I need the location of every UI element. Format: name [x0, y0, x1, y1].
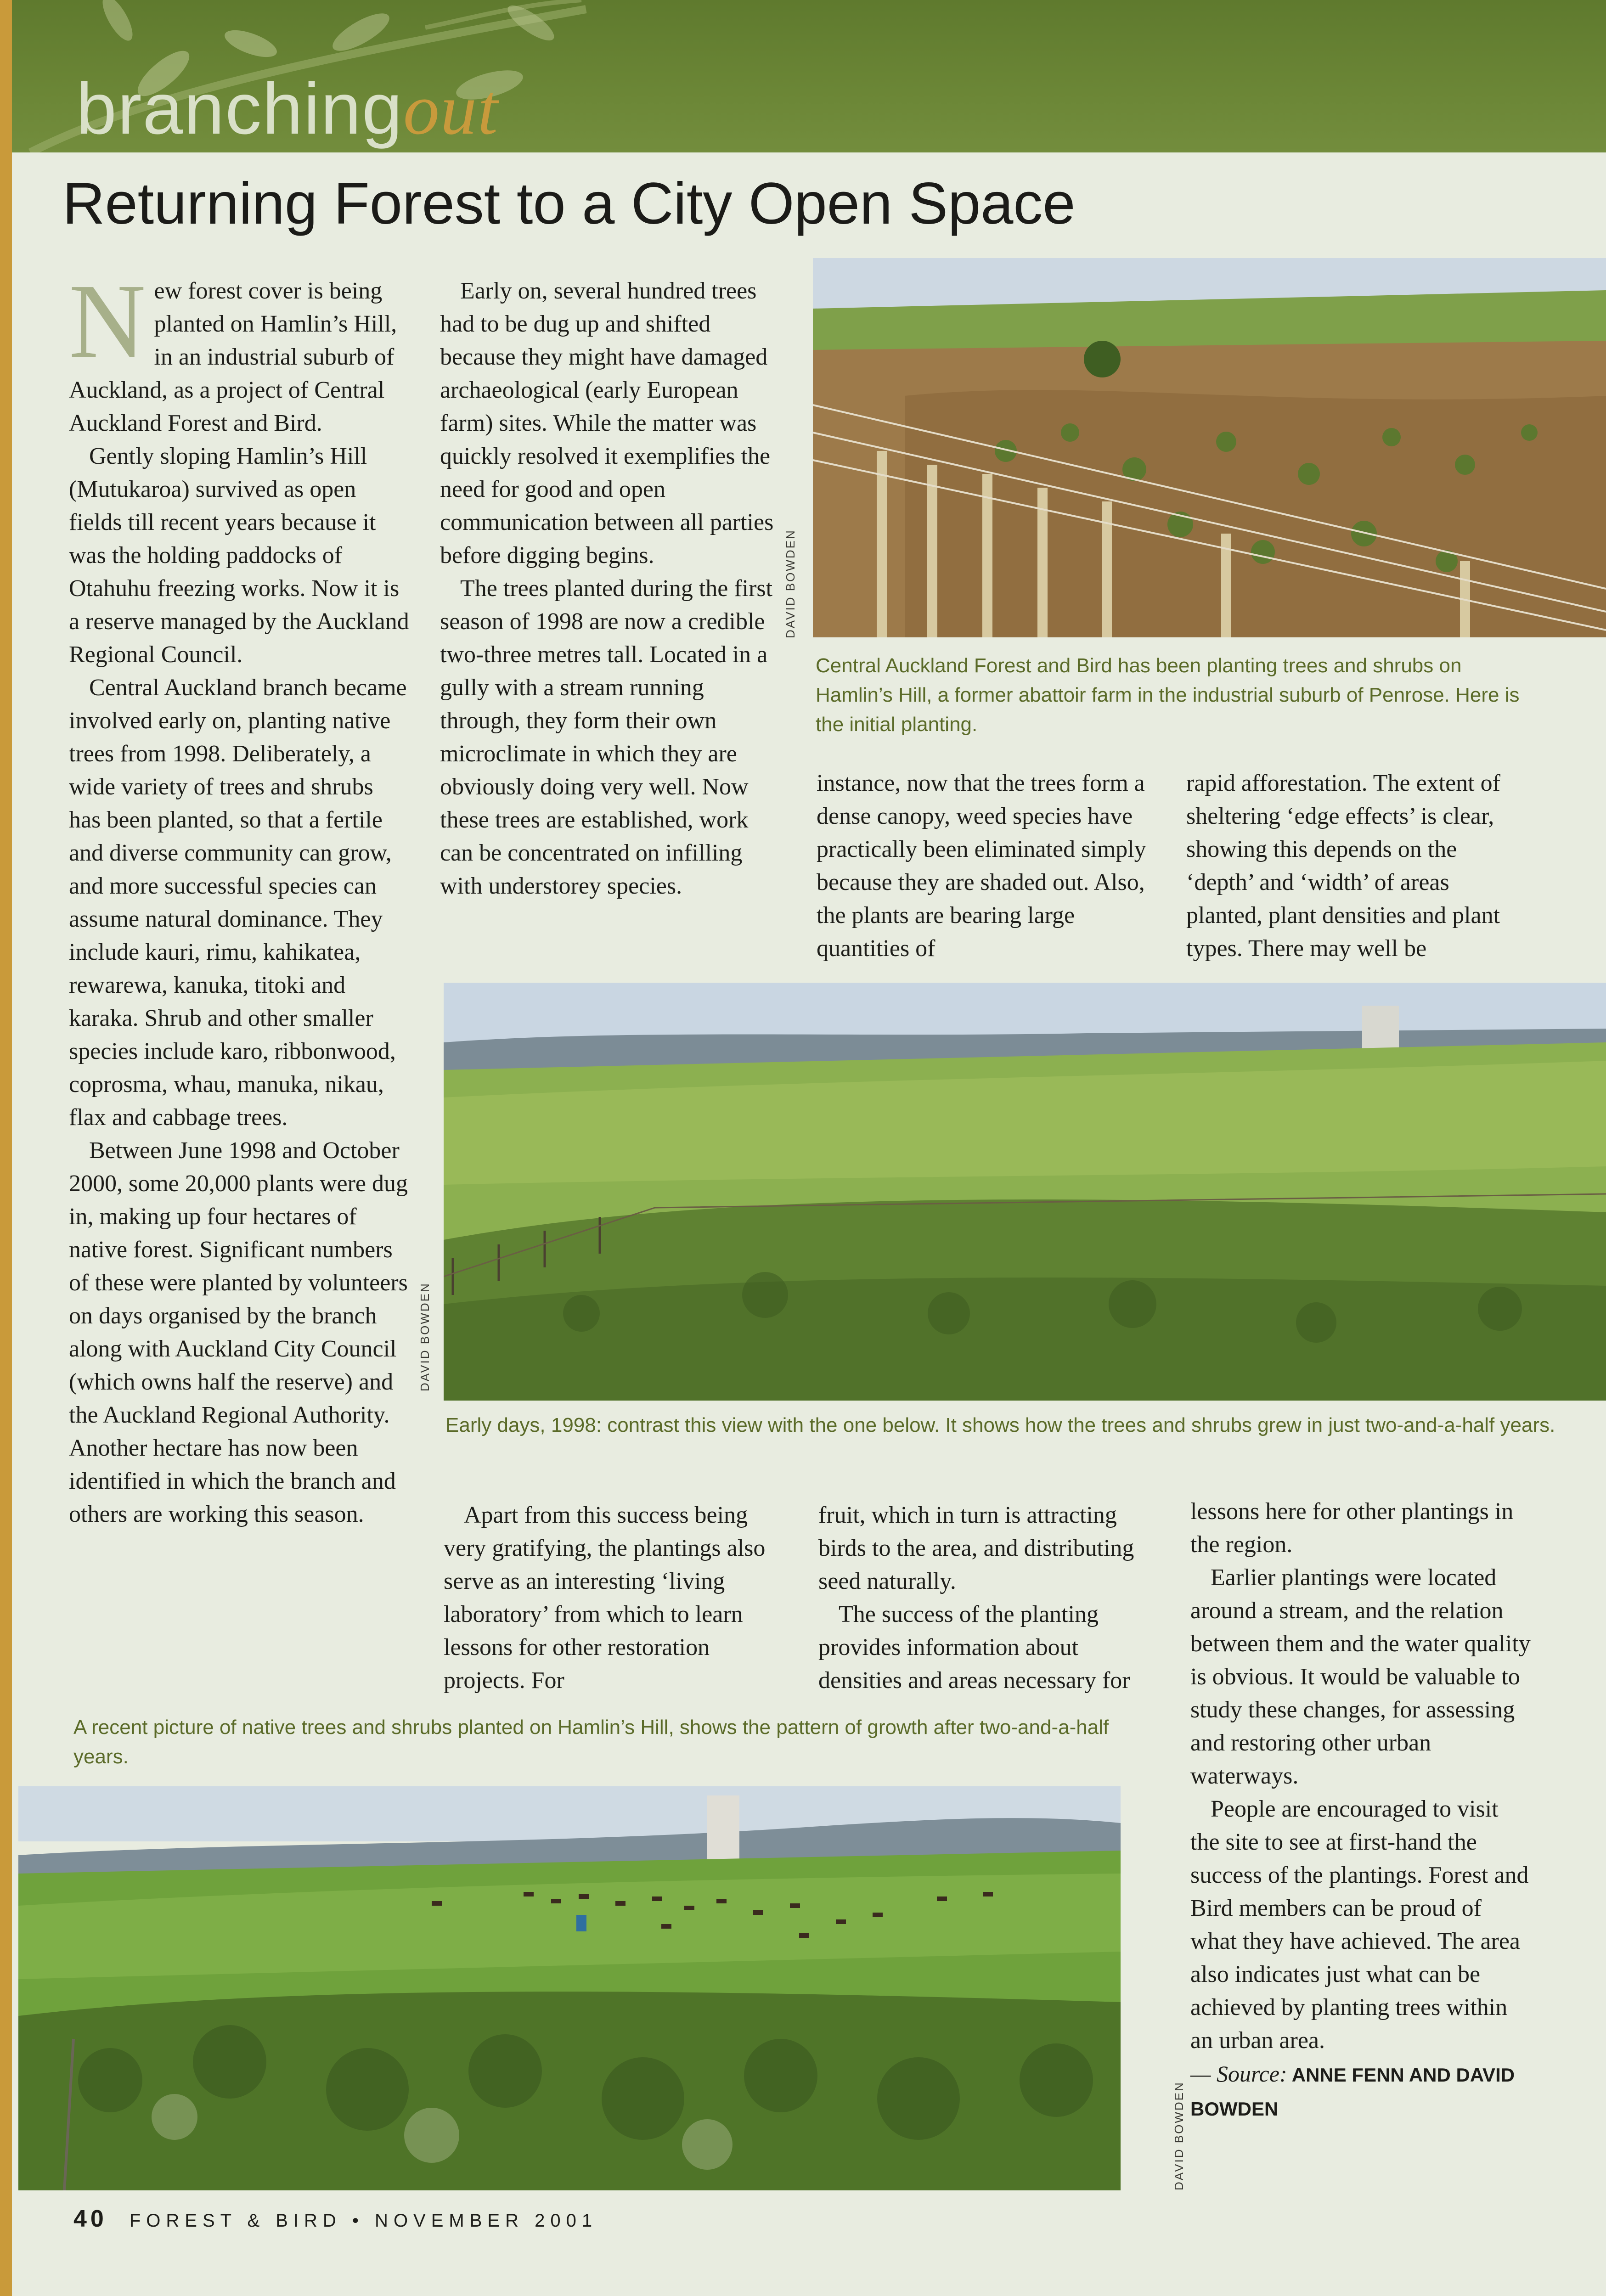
section-kicker [76, 68, 499, 150]
column-2-bottom [444, 1499, 786, 1697]
paragraph: Between June 1998 and October 2000, some 20,000 plants were dug in, making up four hectares of native forest. Significant numbers of these were planted by volunteers on days organised by the branch along with Auckland City Council (which owns half the reserve) and the Auckland Regional Authority. Another hectare has now been identified in which the branch and others are working this season. [69, 1137, 408, 1527]
left-accent-bar [0, 0, 12, 2296]
photo-recent-growth [18, 1786, 1121, 2190]
paragraph: Earlier plantings were located around a stream, and the relation between them and the water quality is obvious. It would be valuable to study these changes, for assessing and restoring other urban waterways. [1190, 1564, 1531, 1789]
kicker-main: branching [76, 68, 403, 149]
paragraph: rapid afforestation. The extent of sheltering ‘edge effects’ is clear, showing this depends on the ‘depth’ and ‘width’ of areas planted, plant densities and plant types. There may well be [1186, 770, 1500, 962]
photo-caption: A recent picture of native trees and shrubs planted on Hamlin’s Hill, shows the pattern of growth after two-and-a-half years. [73, 1716, 1109, 1768]
paragraph: Early on, several hundred trees had to be dug up and shifted because they might have damaged archaeological (early European farm) sites. While the matter was quickly resolved it exemplifies the need for good and open communication between all parties before digging begins. [440, 278, 774, 568]
paragraph: ew forest cover is being planted on Hamlin’s Hill, in an industrial suburb of Auckland, as a project of Central Auckland Forest and Bird. [69, 278, 397, 436]
paragraph: The success of the planting provides information about densities and areas necessary for [818, 1601, 1130, 1694]
source-names: ANNE FENN AND DAVID BOWDEN [1190, 2064, 1515, 2120]
paragraph: The trees planted during the first season of 1998 are now a credible two-three metres tall. Located in a gully with a stream running through, they form their own microclimate in which they are obviously doing very well. Now these trees are established, work can be concentrated on infilling with understorey species. [440, 575, 773, 899]
page-number: 40 [73, 2206, 107, 2232]
section-header-banner [12, 0, 1606, 152]
publication-line: FOREST & BIRD • NOVEMBER 2001 [129, 2211, 598, 2231]
kicker-accent: out [403, 69, 499, 150]
column-3-mid [817, 767, 1156, 965]
paragraph: fruit, which in turn is attracting birds to the area, and distributing seed naturally. [818, 1502, 1134, 1594]
article-title: Returning Forest to a City Open Space [62, 171, 1076, 236]
source-credit [1190, 2057, 1533, 2126]
column-1 [69, 262, 411, 1531]
paragraph: Gently sloping Hamlin’s Hill (Mutukaroa) survived as open fields till recent years because it was the holding paddocks of Otahuhu freezing works. Now it is a reserve managed by the Auckland Regional Council. [69, 443, 409, 668]
paragraph: Apart from this success being very gratifying, the plantings also serve as an interesting ‘living laboratory’ from which to learn lessons for other restoration projects. For [444, 1502, 766, 1694]
photo-credit: DAVID BOWDEN [1172, 2081, 1186, 2190]
column-4-bottom [1190, 1495, 1533, 2126]
drop-cap: N [69, 262, 146, 380]
paragraph: instance, now that the trees form a dense canopy, weed species have practically been eliminated simply because they are shaded out. Also, the plants are bearing large quantities of [817, 770, 1146, 962]
paragraph: Central Auckland branch became involved early on, planting native trees from 1998. Deliberately, a wide variety of trees and shrubs has been planted, so that a fertile and diverse community can grow, and more successful species can assume natural dominance. They include kauri, rimu, kahikatea, rewarewa, kanuka, titoki and karaka. Shrub and other smaller species include karo, ribbonwood, coprosma, whau, manuka, nikau, flax and cabbage trees. [69, 675, 407, 1131]
source-prefix: — Source: [1190, 2061, 1287, 2087]
column-4-mid [1186, 767, 1528, 965]
column-3-bottom [818, 1499, 1167, 1697]
photo-credit: DAVID BOWDEN [418, 1282, 432, 1391]
photo-initial-planting [813, 258, 1606, 637]
paragraph: People are encouraged to visit the site to see at first-hand the success of the plantings. Forest and Bird members can be proud of what they have achieved. The area also indicates just what can be achieved by planting trees within an urban area. [1190, 1796, 1529, 2054]
column-2-top [440, 275, 782, 903]
photo-credit: DAVID BOWDEN [783, 529, 797, 638]
paragraph: lessons here for other plantings in the region. [1190, 1498, 1514, 1558]
photo-caption: Central Auckland Forest and Bird has been planting trees and shrubs on Hamlin’s Hill, a former abattoir farm in the industrial suburb of Penrose. Here is the initial planting. [816, 654, 1520, 736]
photo-caption: Early days, 1998: contrast this view with the one below. It shows how the trees and shrubs grew in just two-and-a-half years. [445, 1414, 1555, 1436]
page-footer [73, 2205, 597, 2233]
photo-early-days-1998 [444, 983, 1606, 1401]
